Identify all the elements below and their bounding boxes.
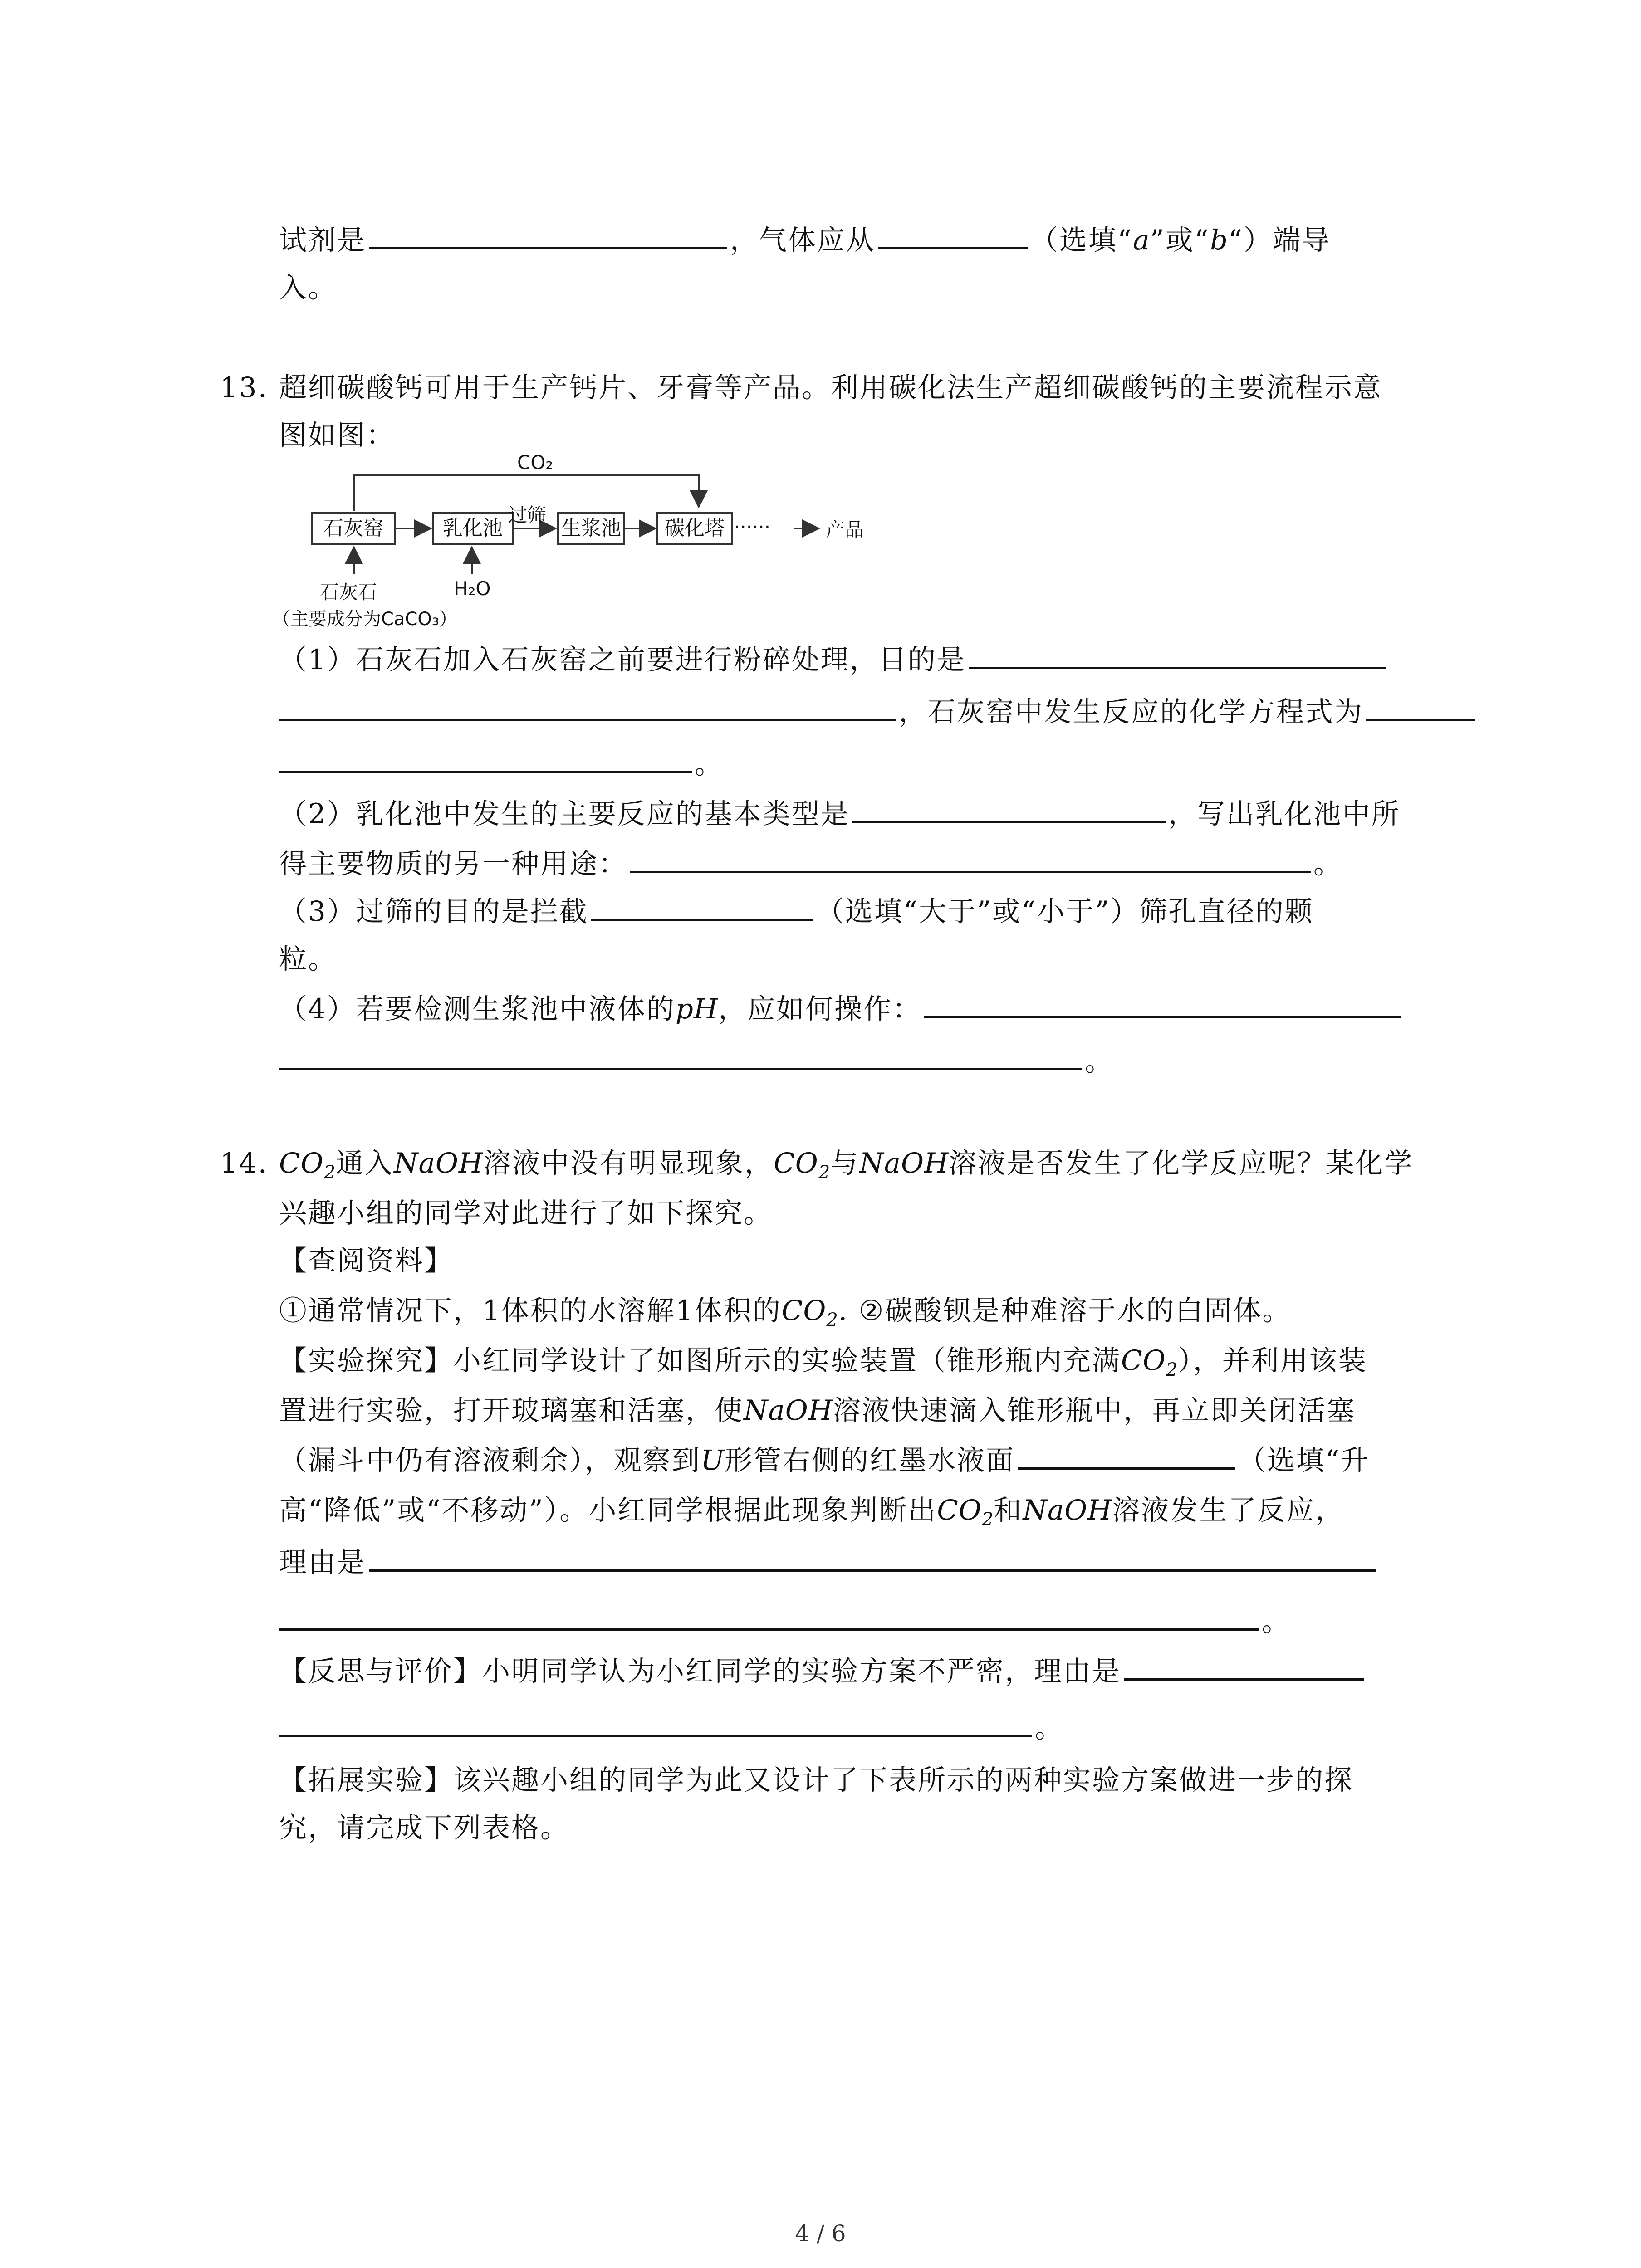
text: 形管右侧的红墨水液面 xyxy=(724,1444,1015,1476)
product-label: 产品 xyxy=(826,518,864,541)
box-emulsion-tank: 乳化池 xyxy=(432,512,514,545)
q14-line5 xyxy=(279,1340,1367,1381)
text: ，石灰窑中发生反应的化学方程式为 xyxy=(899,696,1364,728)
text: 理由是 xyxy=(279,1546,367,1579)
q14-line12 xyxy=(279,1708,1064,1749)
co2-text: CO xyxy=(781,1295,827,1327)
text: ，写出乳化池中所 xyxy=(1168,798,1401,830)
text: 。 xyxy=(1262,1605,1291,1637)
q13-stem-line1: 超细碳酸钙可用于生产钙片、牙膏等产品。利用碳化法生产超细碳酸钙的主要流程示意 xyxy=(279,371,1383,404)
q14-line13: 【拓展实验】该兴趣小组的同学为此又设计了下表所示的两种实验方案做进一步的探 xyxy=(279,1764,1354,1796)
q14-line14: 究，请完成下列表格。 xyxy=(279,1812,570,1844)
q14-line7 xyxy=(279,1440,1370,1481)
co2-text: CO xyxy=(774,1147,818,1179)
text: 试剂是 xyxy=(279,224,367,256)
co2-formula xyxy=(937,1494,994,1530)
naoh-formula: NaOH xyxy=(394,1147,484,1179)
q14-line6 xyxy=(279,1390,1356,1431)
text: 溶液是否发生了化学反应呢？某化学 xyxy=(949,1147,1414,1179)
text: （选填“ xyxy=(1030,224,1133,256)
option-b: b xyxy=(1210,224,1229,256)
naoh-formula: NaOH xyxy=(859,1147,949,1179)
q13-p2-line1 xyxy=(279,794,1401,835)
q14-line2: 兴趣小组的同学对此进行了如下探究。 xyxy=(279,1197,773,1229)
q13-number: 13. xyxy=(220,371,269,404)
text: 高“降低”或“不移动”）。小红同学根据此现象判断出 xyxy=(279,1494,937,1526)
text: （漏斗中仍有溶液剩余），观察到 xyxy=(279,1444,701,1476)
answer-blank[interactable] xyxy=(630,846,1311,873)
text: 溶液快速滴入锥形瓶中，再立即关闭活塞 xyxy=(833,1394,1356,1427)
answer-blank[interactable] xyxy=(1018,1442,1235,1470)
text: 体积的 xyxy=(694,1295,782,1327)
q14-number: 14. xyxy=(220,1147,269,1179)
subscript: 2 xyxy=(826,1310,838,1331)
text: 溶液发生了反应， xyxy=(1112,1494,1345,1526)
answer-blank[interactable] xyxy=(878,222,1028,249)
co2-text: CO xyxy=(1121,1344,1166,1377)
subscript: 2 xyxy=(323,1162,336,1183)
q14-line8 xyxy=(279,1490,1344,1531)
q12-line1 xyxy=(279,220,1331,261)
u-symbol: U xyxy=(700,1444,725,1476)
number: 1 xyxy=(482,1295,501,1327)
answer-blank[interactable] xyxy=(279,694,896,721)
text: 。 xyxy=(695,748,724,780)
answer-blank[interactable] xyxy=(279,1710,1032,1737)
q14-line4 xyxy=(279,1290,1291,1331)
answer-blank[interactable] xyxy=(369,1544,1376,1572)
subscript: 2 xyxy=(818,1162,831,1183)
co2-text: CO xyxy=(279,1147,324,1179)
co2-formula xyxy=(279,1147,336,1183)
input-limestone: 石灰石 xyxy=(320,581,377,603)
text: ），并利用该装 xyxy=(1178,1344,1367,1377)
text: （选填“大于”或“小于”）筛孔直径的颗 xyxy=(816,895,1314,928)
input-water: H₂O xyxy=(454,577,491,600)
co2-text: CO xyxy=(937,1494,982,1526)
q13-p4-line1 xyxy=(279,989,1403,1030)
naoh-formula: NaOH xyxy=(744,1394,833,1427)
filter-label: 过筛 xyxy=(508,504,547,526)
q12-line2: 入。 xyxy=(279,272,338,304)
text: ①通常情况下， xyxy=(279,1295,483,1327)
text: 体积的水溶解 xyxy=(501,1295,676,1327)
ph-symbol: pH xyxy=(675,993,719,1025)
text: 和 xyxy=(994,1494,1023,1526)
text: “）端导 xyxy=(1228,224,1331,256)
answer-blank[interactable] xyxy=(279,746,692,773)
co2-formula xyxy=(1121,1344,1178,1381)
subscript: 2 xyxy=(1166,1359,1178,1381)
q14-line10 xyxy=(279,1601,1291,1642)
text: 。 xyxy=(1085,1045,1114,1077)
q13-p4-line2 xyxy=(279,1041,1114,1082)
text: 置进行实验，打开玻璃塞和活塞，使 xyxy=(279,1394,744,1427)
q14-line3: 【查阅资料】 xyxy=(279,1245,454,1277)
text: 【实验探究】小红同学设计了如图所示的实验装置（锥形瓶内充满 xyxy=(279,1344,1122,1377)
limestone-note: （主要成分为CaCO₃） xyxy=(272,609,457,630)
text: （选填“升 xyxy=(1238,1444,1370,1476)
option-a: a xyxy=(1133,224,1150,256)
q13-p3-line1 xyxy=(279,891,1314,932)
co2-formula xyxy=(774,1147,831,1183)
q13-p1-line2 xyxy=(279,692,1478,733)
q13-stem-line2: 图如图： xyxy=(279,419,396,451)
text: ，气体应从 xyxy=(730,224,876,256)
number: 1 xyxy=(675,1295,695,1327)
flow-dots: ······ xyxy=(734,516,771,538)
text: 得主要物质的另一种用途： xyxy=(279,848,628,880)
box-lime-kiln: 石灰窑 xyxy=(311,512,396,545)
answer-blank[interactable] xyxy=(591,893,813,921)
q14-line1 xyxy=(279,1143,1413,1184)
text: 与 xyxy=(830,1147,860,1179)
answer-blank[interactable] xyxy=(1366,694,1475,721)
q13-p1-line1 xyxy=(279,640,1389,680)
answer-blank[interactable] xyxy=(279,1603,1259,1631)
q13-p3-line2: 粒。 xyxy=(279,943,338,975)
text: （2）乳化池中发生的主要反应的基本类型是 xyxy=(279,798,850,830)
co2-label: CO₂ xyxy=(517,451,554,474)
co2-formula xyxy=(781,1295,838,1331)
answer-blank[interactable] xyxy=(924,991,1401,1018)
text: 通入 xyxy=(336,1147,394,1179)
page-number: 4 / 6 xyxy=(795,2220,846,2247)
answer-blank[interactable] xyxy=(969,641,1386,669)
text: 溶液中没有明显现象， xyxy=(483,1147,774,1179)
box-slurry-tank: 生浆池 xyxy=(557,512,625,545)
answer-blank[interactable] xyxy=(1124,1653,1364,1681)
naoh-formula: NaOH xyxy=(1023,1494,1112,1526)
text: 。 xyxy=(1035,1712,1064,1744)
answer-blank[interactable] xyxy=(852,796,1166,823)
text: . ②碳酸钡是种难溶于水的白固体。 xyxy=(838,1295,1292,1327)
q14-line11 xyxy=(279,1651,1367,1692)
box-carbonation-tower: 碳化塔 xyxy=(656,512,733,545)
text: （3）过筛的目的是拦截 xyxy=(279,895,588,928)
text: 【反思与评价】小明同学认为小红同学的实验方案不严密，理由是 xyxy=(279,1655,1122,1687)
text: （1）石灰石加入石灰窑之前要进行粉碎处理，目的是 xyxy=(279,644,966,676)
answer-blank[interactable] xyxy=(279,1043,1082,1070)
text: （4）若要检测生浆池中液体的 xyxy=(279,993,676,1025)
text: ”或“ xyxy=(1150,224,1210,256)
answer-blank[interactable] xyxy=(369,222,727,249)
text: ，应如何操作： xyxy=(718,993,922,1025)
q13-p2-line2 xyxy=(279,844,1342,885)
q13-p1-line3 xyxy=(279,744,724,785)
text: 。 xyxy=(1313,848,1343,880)
q14-line9 xyxy=(279,1542,1379,1583)
flow-diagram xyxy=(272,451,930,633)
subscript: 2 xyxy=(981,1509,994,1530)
